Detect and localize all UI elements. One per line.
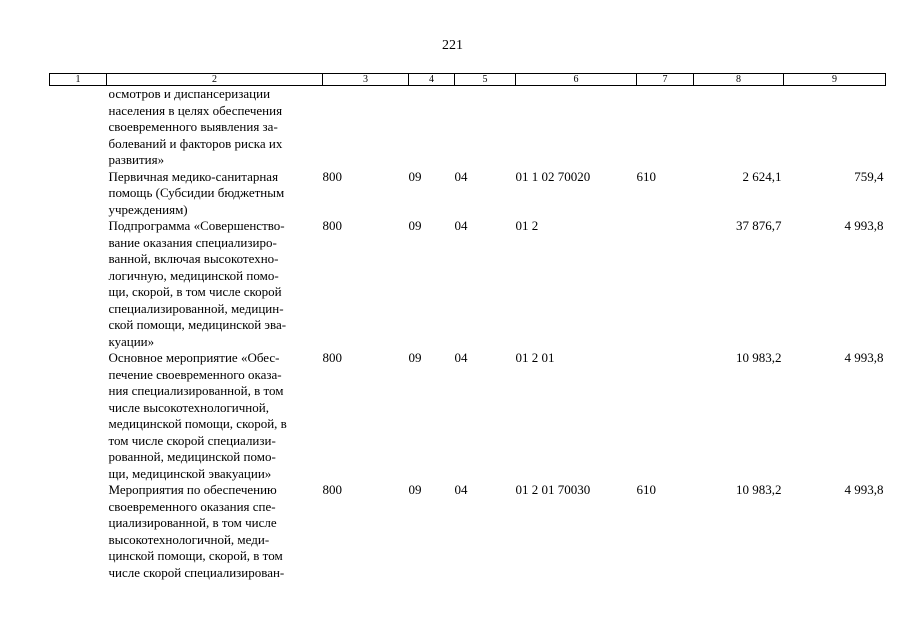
name-line: своевременного выявления за- <box>108 119 278 134</box>
name-line: щи, медицинской эвакуации» <box>108 465 272 481</box>
name-line: щи, скорой, в том числе скорой <box>108 284 282 299</box>
name-line: числе высокотехнологичной, <box>108 399 269 415</box>
section-cell: 09 <box>408 218 422 233</box>
subsection-cell: 04 <box>454 168 468 184</box>
name-line: печение своевременного оказа- <box>108 366 282 382</box>
name-line: помощь (Субсидии бюджетным <box>108 185 285 200</box>
table-header <box>50 74 886 86</box>
table-row <box>50 169 886 219</box>
name-line: болеваний и факторов риска их <box>108 135 283 151</box>
amount-2-cell: 4 993,8 <box>844 350 884 365</box>
name-line: рованной, медицинской помо- <box>108 449 276 464</box>
column-header-1: 1 <box>50 74 107 86</box>
name-line: специализированной, медицин- <box>108 300 284 316</box>
subsection-cell: 04 <box>454 350 468 365</box>
amount-2-cell: 4 993,8 <box>844 218 884 233</box>
subsection-cell: 04 <box>454 218 468 233</box>
row-name-cell <box>107 169 323 219</box>
amount-1-cell: 37 876,7 <box>736 218 782 233</box>
name-line: числе скорой специализирован- <box>108 564 285 580</box>
table-row <box>50 482 886 581</box>
expense-type-cell <box>637 350 694 482</box>
expense-type-cell: 610 <box>636 168 656 184</box>
name-line: Основное мероприятие «Обес- <box>108 350 280 365</box>
name-line: куации» <box>108 333 155 349</box>
target-article-cell: 01 2 01 70030 <box>515 482 591 497</box>
column-header-5: 5 <box>455 74 516 86</box>
name-line: высокотехнологичной, меди- <box>108 531 270 547</box>
page-number: 221 <box>442 38 463 53</box>
target-article-cell: 01 2 01 <box>515 350 555 365</box>
table-row-continuation <box>50 86 886 169</box>
name-line: цинской помощи, скорой, в том <box>108 548 283 563</box>
name-line: медицинской помощи, скорой, в <box>108 416 287 431</box>
name-line: Подпрограмма «Совершенство- <box>108 218 285 233</box>
row-name-cell <box>107 218 323 350</box>
name-line: осмотров и диспансеризации <box>108 86 271 101</box>
name-line: своевременного оказания спе- <box>108 498 276 514</box>
header-row <box>50 74 886 86</box>
amount-2-cell: 759,4 <box>854 168 884 184</box>
amount-1-cell: 2 624,1 <box>742 168 782 184</box>
section-cell: 09 <box>408 350 422 365</box>
column-header-8: 8 <box>694 74 784 86</box>
column-header-9: 9 <box>784 74 886 86</box>
name-line: логичную, медицинской помо- <box>108 267 279 283</box>
section-cell: 09 <box>408 168 422 184</box>
table-body <box>50 86 886 582</box>
admin-code-cell: 800 <box>322 168 342 184</box>
budget-table <box>49 73 886 581</box>
column-header-3: 3 <box>323 74 409 86</box>
amount-2-cell: 4 993,8 <box>844 482 884 497</box>
subsection-cell: 04 <box>454 482 468 497</box>
section-cell: 09 <box>408 482 422 497</box>
name-line: ния специализированной, в том <box>108 383 284 398</box>
target-article-cell: 01 2 <box>515 218 539 233</box>
name-line: Первичная медико-санитарная <box>108 168 279 184</box>
name-line: Мероприятия по обеспечению <box>108 482 277 497</box>
expense-type-cell: 610 <box>636 482 656 497</box>
name-line: ванной, включая высокотехно- <box>108 251 279 266</box>
column-header-4: 4 <box>409 74 455 86</box>
amount-1-cell: 10 983,2 <box>736 482 782 497</box>
name-line: вание оказания специализиро- <box>108 234 277 250</box>
table-row <box>50 218 886 350</box>
column-header-7: 7 <box>637 74 694 86</box>
name-line: развития» <box>108 152 165 167</box>
continuation-name-cell <box>107 86 323 169</box>
name-line: учреждениям) <box>108 201 188 217</box>
row-name-cell <box>107 350 323 482</box>
name-line: населения в целях обеспечения <box>108 102 283 118</box>
name-line: том числе скорой специализи- <box>108 432 276 448</box>
admin-code-cell: 800 <box>322 350 342 365</box>
admin-code-cell: 800 <box>322 482 342 497</box>
name-line: ской помощи, медицинской эва- <box>108 317 287 332</box>
column-header-6: 6 <box>516 74 637 86</box>
amount-1-cell: 10 983,2 <box>736 350 782 365</box>
admin-code-cell: 800 <box>322 218 342 233</box>
table-row <box>50 350 886 482</box>
column-header-2: 2 <box>107 74 323 86</box>
row-name-cell <box>107 482 323 581</box>
target-article-cell: 01 1 02 70020 <box>515 168 591 184</box>
name-line: циализированной, в том числе <box>108 515 277 530</box>
expense-type-cell <box>637 218 694 350</box>
